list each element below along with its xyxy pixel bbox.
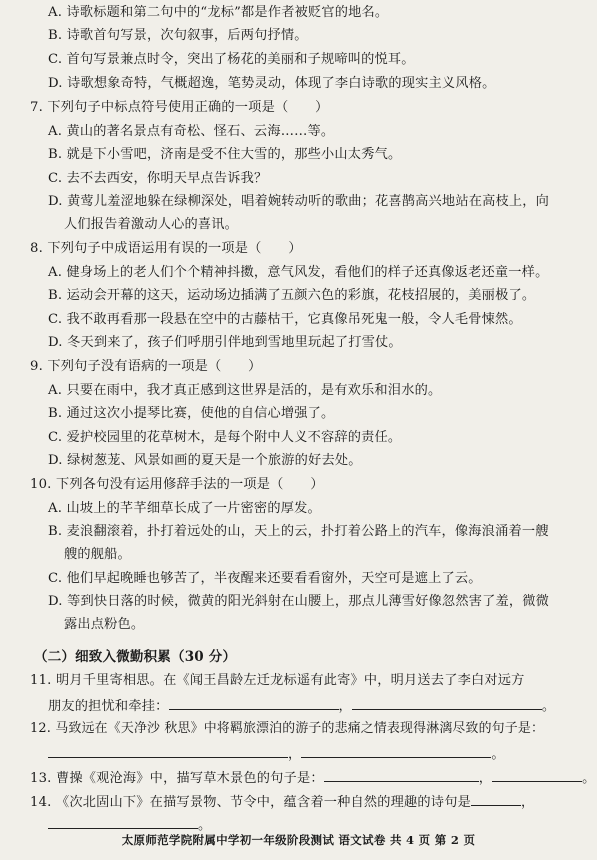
q6-option-d: D. 诗歌想象奇特，气概超逸，笔势灵动，体现了李白诗歌的现实主义风格。 xyxy=(48,76,496,91)
q7-option-a: A. 黄山的著名景点有奇松、怪石、云海……等。 xyxy=(48,124,335,139)
q14-prompt: 14. 《次北固山下》在描写景物、节令中，蕴含着一种自然的理趣的诗句是 xyxy=(30,795,471,810)
q10-option-b: B. 麦浪翻滚着，扑打着远处的山，天上的云，扑打着公路上的汽车，像海浪涌着一艘 xyxy=(48,524,549,539)
q9-option-d: D. 绿树葱茏、风景如画的夏天是一个旅游的好去处。 xyxy=(48,453,362,468)
q6-option-c: C. 首句写景兼点时令，突出了杨花的美丽和子规啼叫的悦耳。 xyxy=(48,52,415,67)
answer-blank[interactable] xyxy=(352,696,542,710)
question-9: 9. 下列句子没有语病的一项是（ ） xyxy=(30,359,262,374)
q13-period: 。 xyxy=(582,771,596,786)
q13-prompt: 13. 曹操《观沧海》中，描写草木景色的句子是： xyxy=(30,771,324,786)
q7-option-d: D. 黄莺儿羞涩地躲在绿柳深处，唱着婉转动听的歌曲；花喜鹊高兴地站在高枝上，向 xyxy=(48,194,550,209)
answer-blank[interactable] xyxy=(169,696,339,710)
answer-blank[interactable] xyxy=(301,744,491,758)
question-8: 8. 下列句子中成语运用有误的一项是（ ） xyxy=(30,241,302,256)
q12-period: 。 xyxy=(491,747,505,762)
section-heading: （二）细致入微勤积累（30 分） xyxy=(34,649,237,665)
question-14 xyxy=(30,792,534,812)
q8-option-c: C. 我不敢再看那一段悬在空中的古藤枯干，它真像吊死鬼一般，令人毛骨悚然。 xyxy=(48,312,522,327)
q10-option-a: A. 山坡上的芊芊细草长成了一片密密的厚发。 xyxy=(48,501,321,516)
q11-prompt: 朋友的担忧和牵挂： xyxy=(48,699,169,714)
question-11: 11. 明月千里寄相思。在《闻王昌龄左迁龙标遥有此寄》中，明月送去了李白对远方 xyxy=(30,673,525,688)
page-footer: 太原师范学院附属中学初一年级阶段测试 语文试卷 共 4 页 第 2 页 xyxy=(121,833,476,847)
q7-option-d-cont: 人们报告着激动人心的喜讯。 xyxy=(64,217,239,232)
q14-period: 。 xyxy=(198,818,212,833)
q14-comma: ， xyxy=(520,795,535,810)
answer-blank[interactable] xyxy=(324,768,479,782)
question-12: 12. 马致远在《天净沙 秋思》中将羁旅漂泊的游子的悲痛之情表现得淋漓尽致的句子是： xyxy=(30,721,545,736)
q10-option-d: D. 等到快日落的时候，微黄的阳光斜射在山腰上，那点儿薄雪好像忽然害了羞，微微 xyxy=(48,594,550,609)
q10-option-c: C. 他们早起晚睡也够苦了，半夜醒来还要看看窗外，天空可是遮上了云。 xyxy=(48,571,482,586)
q10-option-d-cont: 露出点粉色。 xyxy=(64,617,145,632)
q7-option-b: B. 就是下小雪吧，济南是受不住大雪的，那些小山太秀气。 xyxy=(48,147,402,162)
q8-option-d: D. 冬天到来了，孩子们呼朋引伴地到雪地里玩起了打雪仗。 xyxy=(48,335,402,350)
q6-option-b: B. 诗歌首句写景，次句叙事，后两句抒情。 xyxy=(48,28,308,43)
answer-blank[interactable] xyxy=(48,744,288,758)
question-7: 7. 下列句子中标点符号使用正确的一项是（ ） xyxy=(30,100,329,115)
q11-comma: ， xyxy=(338,699,352,714)
q10-option-b-cont: 艘的舰船。 xyxy=(64,547,131,562)
question-12-cont xyxy=(48,744,505,764)
q13-comma: ， xyxy=(478,771,493,786)
question-11-cont xyxy=(48,696,555,716)
answer-blank[interactable] xyxy=(492,768,582,782)
q8-option-b: B. 运动会开幕的这天，运动场边插满了五颜六色的彩旗，花枝招展的，美丽极了。 xyxy=(48,288,536,303)
q6-option-a: A. 诗歌标题和第二句中的“龙标”都是作者被贬官的地名。 xyxy=(48,5,389,20)
q12-comma: ， xyxy=(288,747,302,762)
answer-blank[interactable] xyxy=(48,815,198,829)
question-10: 10. 下列各句没有运用修辞手法的一项是（ ） xyxy=(30,477,324,492)
q9-option-b: B. 通过这次小提琴比赛，使他的自信心增强了。 xyxy=(48,406,335,421)
q9-option-a: A. 只要在雨中，我才真正感到这世界是活的，是有欢乐和泪水的。 xyxy=(48,383,442,398)
question-13 xyxy=(30,768,596,788)
q7-option-c: C. 去不去西安，你明天早点告诉我？ xyxy=(48,171,268,186)
q11-period: 。 xyxy=(541,699,556,714)
answer-blank[interactable] xyxy=(471,792,521,806)
q8-option-a: A. 健身场上的老人们个个精神抖擞，意气风发，看他们的样子还真像返老还童一样。 xyxy=(48,265,549,280)
q9-option-c: C. 爱护校园里的花草树木，是每个附中人义不容辞的责任。 xyxy=(48,430,402,445)
